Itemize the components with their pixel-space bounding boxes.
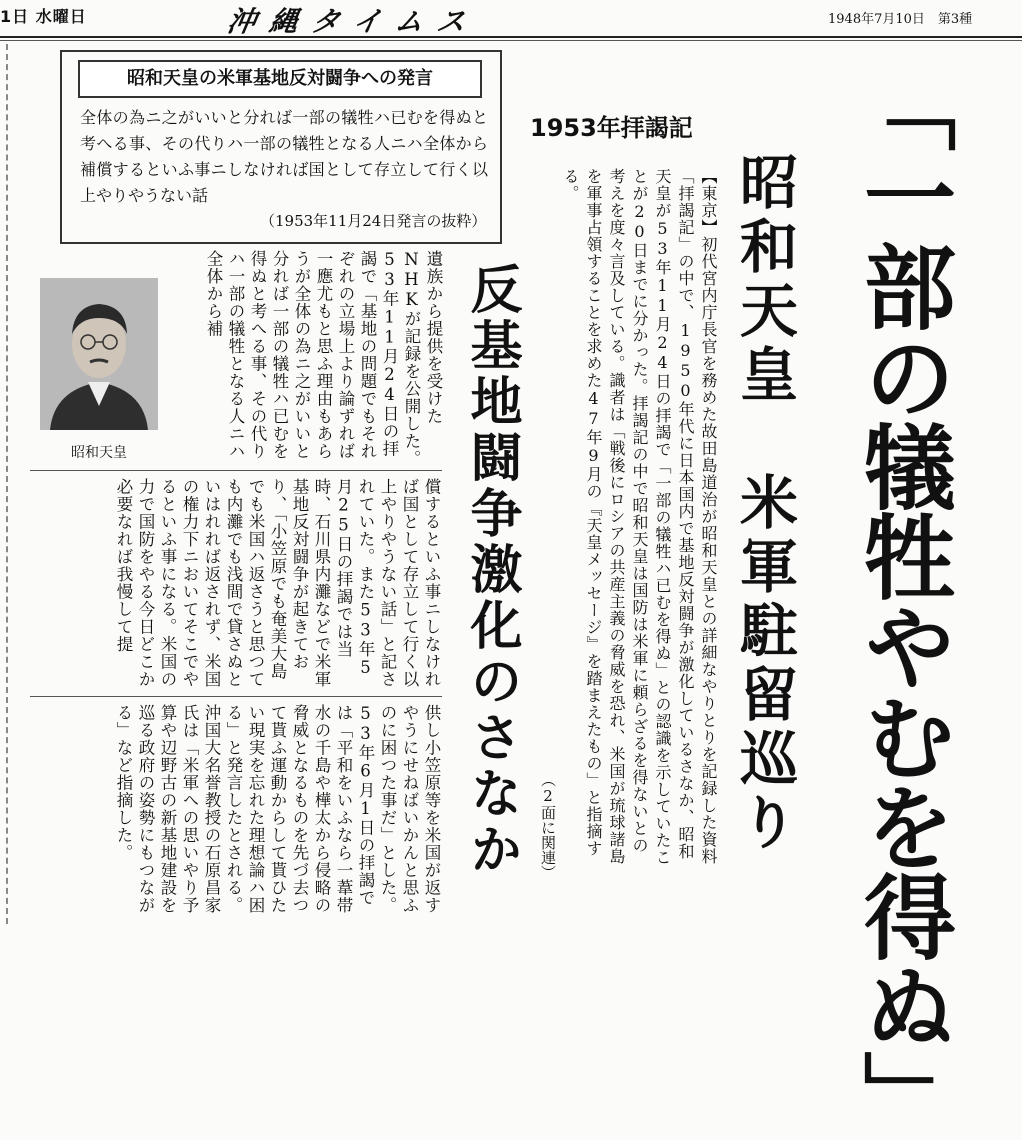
photo-caption: 昭和天皇	[71, 445, 127, 461]
page-edge-rule	[6, 44, 8, 924]
article-column-bottom-right: 償するといふ事ニしなければ国として存立して行く以上やりやうない話」と記されていた。また53年5月25日の拝謁では当時、石川県内灘などで米軍基地反対闘争が起きており、「小笠原でも奄美大島でも米国ハ返さうと思つても内灘でも浅間で貸さぬといはれれば返されず、米国の権力下ニおいてそこでやるといふ事になる。米国の力で国防をやる今日どこか必要なれば我慢して提	[114, 478, 441, 688]
quote-box-source: （1953年11月24日発言の抜粋）	[260, 212, 487, 230]
masthead: 沖縄タイムス	[224, 5, 483, 38]
header-rule-thin	[0, 40, 1022, 41]
lead-article: 【東京】初代宮内庁長官を務めた故田島道治が昭和天皇との詳細なやりとりを記録した資料「拝謁記」の中で、1950年代に日本国内で基地反対闘争が激化しているさなか、昭和天皇が53年11月24日の拝謁で「一部の犠牲ハ已むを得ぬ」との認識を示していたことが20日までに分かった。拝謁記の中で昭和天皇は国防は米軍に頼らざるを得ないとの考えを度々言及している。識者は「戦後にロシアの共産主義の脅威を恐れ、米国が琉球諸島を軍事占領することを求めた47年9月の『天皇メッセージ』を踏まえたもの」と指摘する。	[561, 168, 718, 866]
headline-main: 「一部の犠牲やむを得ぬ」	[849, 60, 956, 1140]
quote-box-body: 全体の為ニ之がいいと分れば一部の犠牲ハ已むを得ぬと考へる事、その代りハ一部の犠牲となる人ニハ全体から補償するといふ事ニしなければ国として存立して行く以上やりやうない話	[80, 108, 488, 205]
portrait-photo	[40, 278, 158, 430]
column-divider	[30, 470, 442, 471]
article-column-top: 遺族から提供を受けたNHKが記録を公開した。53年11月24日の拝謁で「基地の問題でもそれぞれの立場上より論ずれば一應尤もと思ふ理由もあらうが全体の為ニ之がいいと分れば一部の犠牲ハ已むを得ぬと考へる事、その代りハ一部の犠牲となる人ニハ全体から補	[204, 250, 443, 468]
header-date-right: 1948年7月10日 第3種	[828, 12, 973, 27]
headline-sub: 昭和天皇 米軍駐留巡り	[730, 152, 798, 856]
column-divider	[30, 696, 442, 697]
article-column-bottom: 供し小笠原等を米国が返すやうにせねばいかんと思ふのに困つた事だ」とした。53年6月1日の拝謁では「平和をいふなら一葦帯水の千島や樺太から侵略の脅威となるものを先づ去つて貰ふ運動からして貰ひたい現実を忘れた理想論ハ困る」と発言したとされる。沖国大名誉教授の石原昌家氏は「米軍への思いやり予算や辺野古の新基地建設を巡る政府の姿勢にもつながる」など指摘した。	[114, 704, 441, 914]
lead-note: （2面に関連）	[539, 772, 557, 880]
header-rule	[0, 36, 1022, 38]
quote-box-title: 昭和天皇の米軍基地反対闘争への発言	[78, 60, 482, 98]
lead-label: 1953年拝謁記	[530, 114, 693, 142]
header-date-left: 1日 水曜日	[0, 7, 87, 26]
portrait-illustration	[40, 278, 158, 430]
headline-third: 反基地闘争激化のさなか	[461, 262, 522, 878]
